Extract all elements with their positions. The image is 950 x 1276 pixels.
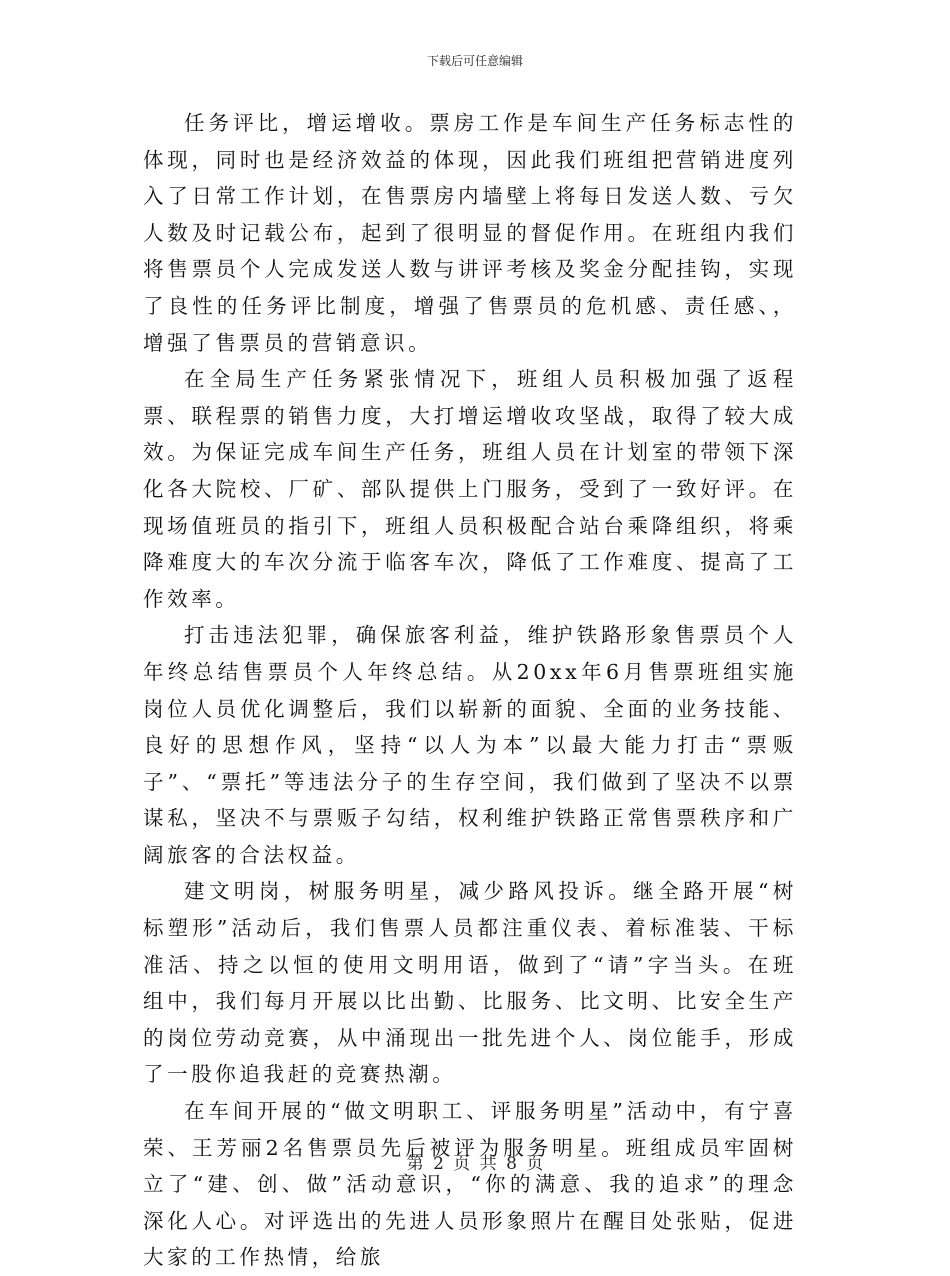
page-footer: 第 2 页 共 8 页 bbox=[406, 1154, 544, 1174]
page-header: 下载后可任意编辑 bbox=[426, 54, 523, 68]
document-body bbox=[143, 105, 797, 1276]
paragraph: 在全局生产任务紧张情况下，班组人员积极加强了返程票、联程票的销售力度，大打增运增收攻坚战，取得了较大成效。为保证完成车间生产任务，班组人员在计划室的带领下深化各大院校、厂矿、部队提供上门服务，受到了一致好评。在现场值班员的指引下，班组人员积极配合站台乘降组织，将乘降难度大的车次分流于临客车次，降低了工作难度、提高了工作效率。 bbox=[143, 367, 797, 611]
paragraph: 打击违法犯罪，确保旅客利益，维护铁路形象售票员个人年终总结售票员个人年终总结。从20xx年6月售票班组实施岗位人员优化调整后，我们以崭新的面貌、全面的业务技能、良好的思想作风，坚持“以人为本”以最大能力打击“票贩子”、“票托”等违法分子的生存空间，我们做到了坚决不以票谋私，坚决不与票贩子勾结，权利维护铁路正常售票秩序和广阔旅客的合法权益。 bbox=[143, 623, 797, 867]
paragraph: 任务评比，增运增收。票房工作是车间生产任务标志性的体现，同时也是经济效益的体现，因此我们班组把营销进度列入了日常工作计划，在售票房内墙壁上将每日发送人数、亏欠人数及时记载公布，起到了很明显的督促作用。在班组内我们将售票员个人完成发送人数与讲评考核及奖金分配挂钩，实现了良性的任务评比制度，增强了售票员的危机感、责任感、，增强了售票员的营销意识。 bbox=[143, 111, 797, 355]
paragraph: 建文明岗，树服务明星，减少路风投诉。继全路开展“树标塑形”活动后，我们售票人员都注重仪表、着标准装、干标准活、持之以恒的使用文明用语，做到了“请”字当头。在班组中，我们每月开展以比出勤、比服务、比文明、比安全生产的岗位劳动竞赛，从中涌现出一批先进个人、岗位能手，形成了一股你追我赶的竞赛热潮。 bbox=[143, 879, 797, 1087]
paragraph: 在车间开展的“做文明职工、评服务明星”活动中，有宁喜荣、王芳丽2名售票员先后被评为服务明星。班组成员牢固树立了“建、创、做”活动意识，“你的满意、我的追求”的理念深化人心。对评选出的先进人员形象照片在醒目处张贴，促进大家的工作热情，给旅 bbox=[143, 1099, 797, 1270]
